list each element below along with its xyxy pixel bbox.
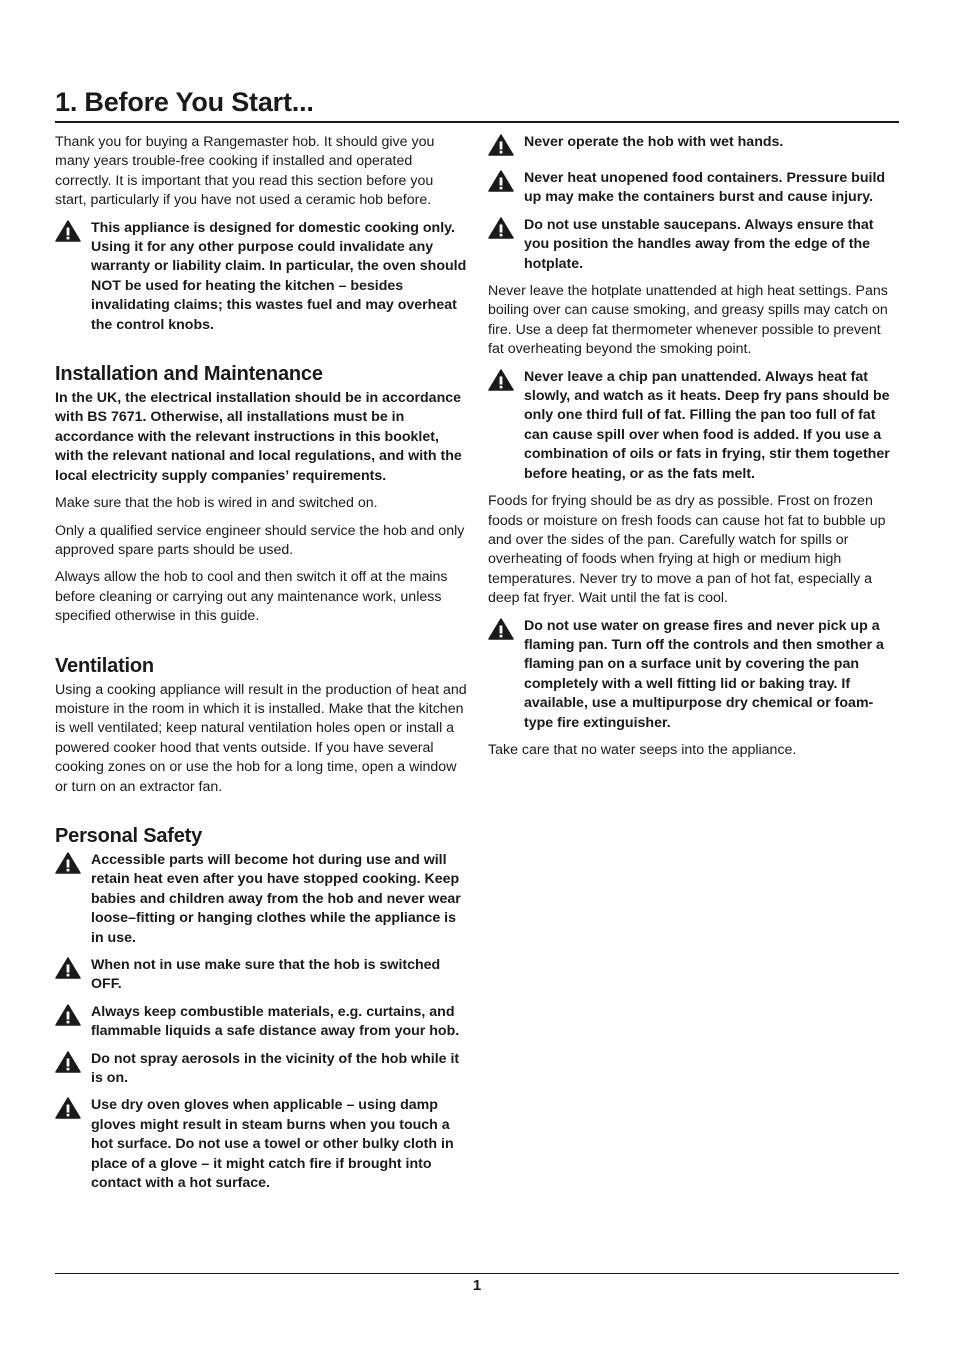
right-column: [488, 133, 898, 768]
page-title: 1. Before You Start...: [55, 84, 899, 123]
warning-item: [55, 1096, 467, 1193]
warning-triangle-icon: [55, 1096, 91, 1124]
warning-triangle-icon: [488, 617, 524, 645]
warning-item: [55, 1050, 467, 1089]
warning-triangle-icon: [488, 216, 524, 244]
warning-text: When not in use make sure that the hob is switched OFF.: [91, 957, 441, 993]
installation-bold-paragraph: In the UK, the electrical installation should be in accordance with BS 7671. Otherwise, all installations must be in accordance with the relevant instructions in this booklet, with the relevant national and local regulations, and with the local electricity supply companies’ requirements.: [55, 390, 462, 484]
warning-item: [55, 956, 467, 995]
warning-triangle-icon: [488, 368, 524, 396]
intro-paragraph: Thank you for buying a Rangemaster hob. It should give you many years trouble-free cooking if installed and operated correctly. It is important that you read this section before you start, particularly if you have not used a ceramic hob before.: [55, 134, 435, 209]
water-paragraph: Take care that no water seeps into the appliance.: [488, 741, 797, 758]
warning-item: [55, 1003, 467, 1042]
warning-item: [488, 133, 898, 161]
warning-item: [55, 219, 467, 335]
warning-text: Do not use unstable saucepans. Always ensure that you position the handles away from the edge of the hotplate.: [524, 216, 874, 272]
warning-text: Do not spray aerosols in the vicinity of the hob while it is on.: [91, 1050, 460, 1087]
warning-text: Never leave a chip pan unattended. Always heat fat slowly, and watch as it heats. Deep fry pans should be only one third full of fat. Filling the pan too full of fat can cause spill over when food is added. If you use a combination of oils or fats in frying, stir them together before heating, or as the fats melt.: [524, 368, 890, 482]
warning-item: [488, 617, 898, 733]
hotplate-paragraph: Never leave the hotplate unattended at high heat settings. Pans boiling over can cause smoking, and greasy spills may catch on fire. Use a deep fat thermometer whenever possible to prevent fat overheating beyond the smoking point.: [488, 283, 888, 358]
warning-item: [488, 169, 898, 208]
warning-text: This appliance is designed for domestic cooking only. Using it for any other purpose could invalidate any warranty or liability claim. In particular, the oven should NOT be used for heating the kitchen – besides invalidating claims; this wastes fuel and may overheat the control knobs.: [91, 219, 467, 333]
warning-triangle-icon: [488, 169, 524, 197]
warning-text: Never heat unopened food containers. Pressure build up may make the containers burst and cause injury.: [524, 170, 886, 206]
warning-text: Accessible parts will become hot during use and will retain heat even after you have stopped cooking. Keep babies and children away from the hob and never wear loose–fitting or hanging clothes while the appliance is in use.: [91, 851, 461, 946]
warning-item: [488, 216, 898, 274]
warning-triangle-icon: [55, 1003, 91, 1031]
section-heading-ventilation: Ventilation: [55, 654, 154, 677]
warning-text: Never operate the hob with wet hands.: [524, 134, 784, 150]
page-number: 1: [472, 1277, 482, 1294]
left-column: [55, 133, 467, 1201]
installation-paragraph: Only a qualified service engineer should service the hob and only approved spare parts should be used.: [55, 522, 465, 558]
warning-triangle-icon: [55, 1050, 91, 1078]
warning-item: [488, 368, 898, 484]
warning-text: Do not use water on grease fires and never pick up a flaming pan. Turn off the controls and then smother a flaming pan on a surface unit by covering the pan completely with a well fitting lid or baking tray. If available, use a multipurpose dry chemical or foam-type fire extinguisher.: [524, 617, 884, 731]
warning-triangle-icon: [488, 133, 524, 161]
warning-text: Always keep combustible materials, e.g. curtains, and flammable liquids a safe distance away from your hob.: [91, 1003, 460, 1040]
ventilation-paragraph: Using a cooking appliance will result in the production of heat and moisture in the room in which it is installed. Make that the kitchen is well ventilated; keep natural ventilation holes open or install a powered cooker hood that vents outside. If you have several cooking zones on or use the hob for a long time, open a window or turn on an extractor fan.: [55, 681, 467, 795]
warning-item: [55, 851, 467, 948]
frying-paragraph: Foods for frying should be as dry as possible. Frost on frozen foods or moisture on fresh foods can cause hot fat to bubble up and over the sides of the pan. Carefully watch for spills or overheating of foods when frying at high or medium high temperatures. Never try to move a pan of hot fat, especially a deep fat fryer. Wait until the fat is cool.: [488, 493, 886, 607]
installation-paragraph: Always allow the hob to cool and then switch it off at the mains before cleaning or carrying out any maintenance work, unless specified otherwise in this guide.: [55, 569, 448, 625]
warning-text: Use dry oven gloves when applicable – using damp gloves might result in steam burns when you touch a hot surface. Do not use a towel or other bulky cloth in place of a glove – it might catch fire if brought into contact with a hot surface.: [91, 1097, 454, 1192]
section-heading-installation: Installation and Maintenance: [55, 363, 323, 386]
footer-rule: [55, 1273, 899, 1274]
warning-triangle-icon: [55, 956, 91, 984]
warning-triangle-icon: [55, 219, 91, 247]
installation-paragraph: Make sure that the hob is wired in and switched on.: [55, 495, 378, 512]
warning-triangle-icon: [55, 851, 91, 879]
section-heading-personal-safety: Personal Safety: [55, 824, 203, 847]
